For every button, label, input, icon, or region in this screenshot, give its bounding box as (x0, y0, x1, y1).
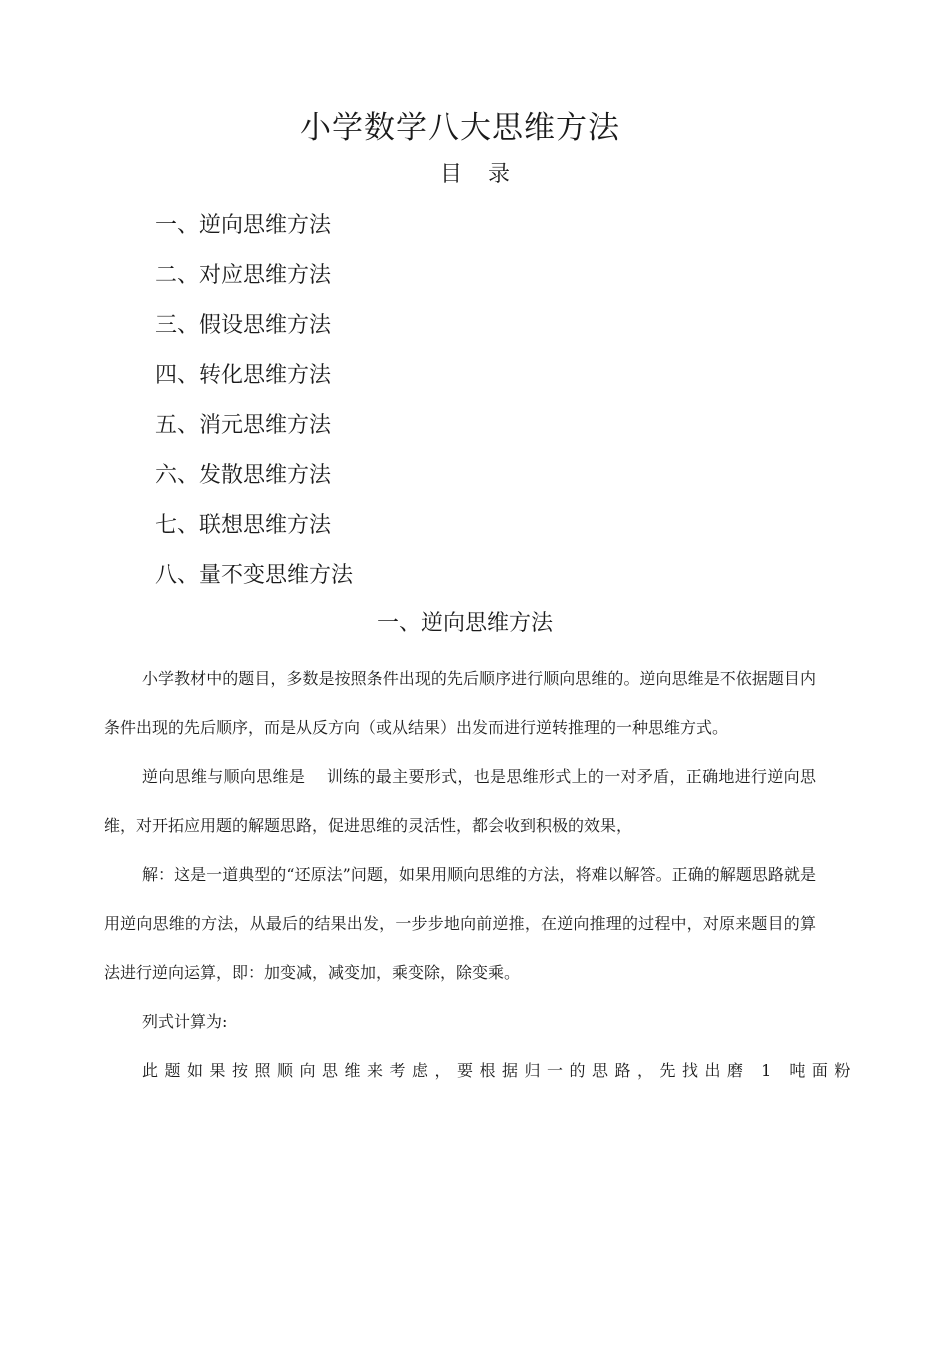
table-of-contents (155, 206, 353, 606)
toc-item: 四、转化思维方法 (155, 363, 332, 388)
toc-item: 六、发散思维方法 (155, 463, 332, 488)
body-paragraph: 此题如果按照顺向思维来考虑，要根据归一的思路，先找出磨 1 吨面粉 (142, 1061, 857, 1080)
section-title: 一、逆向思维方法 (376, 611, 553, 636)
body-paragraph: 逆向思维与顺向思维是 训练的最主要形式，也是思维形式上的一对矛盾，正确地进行逆向思维，对开拓应用题的解题思路，促进思维的灵活性，都会收到积极的效果， (104, 767, 816, 835)
document-body (104, 654, 857, 1095)
toc-item: 三、假设思维方法 (155, 313, 332, 338)
toc-heading-right: 录 (488, 162, 511, 187)
body-paragraph: 解：这是一道典型的“还原法”问题，如果用顺向思维的方法，将难以解答。正确的解题思路就是用逆向思维的方法，从最后的结果出发，一步步地向前逆推，在逆向推理的过程中，对原来题目的算法进行逆向运算，即：加变减，减变加，乘变除，除变乘。 (104, 865, 816, 982)
toc-item: 一、逆向思维方法 (155, 213, 332, 238)
body-paragraph: 列式计算为: (142, 1012, 228, 1031)
toc-item: 八、量不变思维方法 (155, 563, 354, 588)
toc-item: 二、对应思维方法 (155, 263, 332, 288)
toc-item: 五、消元思维方法 (155, 413, 332, 438)
toc-heading-left: 目 (439, 162, 462, 187)
body-paragraph: 小学教材中的题目，多数是按照条件出现的先后顺序进行顺向思维的。逆向思维是不依据题目内条件出现的先后顺序，而是从反方向（或从结果）出发而进行逆转推理的一种思维方式。 (104, 669, 816, 737)
toc-heading (0, 160, 950, 190)
toc-item: 七、联想思维方法 (155, 513, 332, 538)
document-title: 小学数学八大思维方法 (300, 110, 620, 146)
